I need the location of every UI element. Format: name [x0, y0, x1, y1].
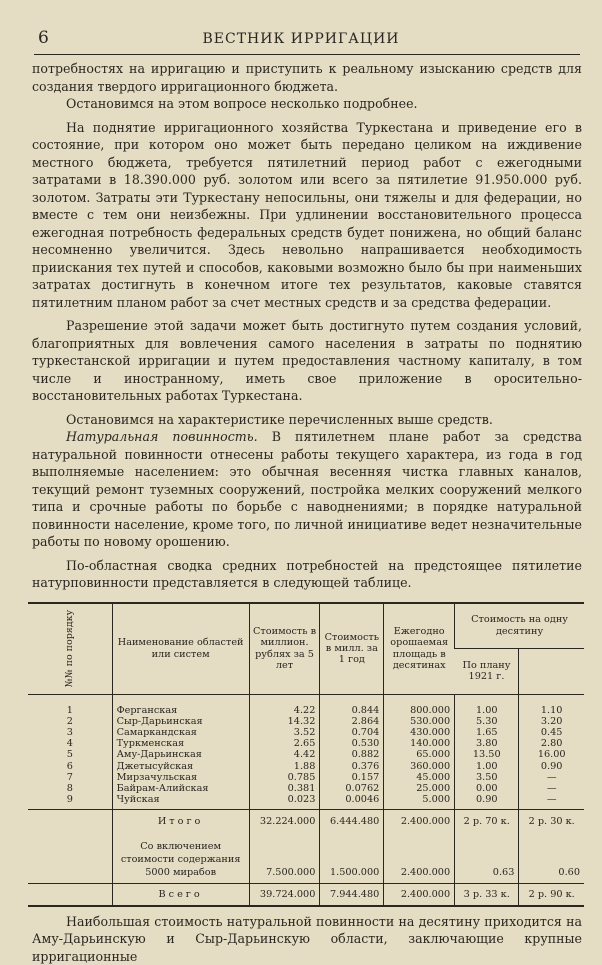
- plan-cell: 1.00: [455, 694, 519, 716]
- subtotal-row: [28, 810, 584, 834]
- incl-area: 2.400.000: [384, 834, 455, 884]
- subtotal-area: 2.400.000: [384, 810, 455, 834]
- cost1-cell: 0.530: [320, 738, 384, 749]
- incl-row: [28, 834, 584, 884]
- table-row: [28, 761, 584, 772]
- cost5-cell: 14.32: [249, 716, 320, 727]
- plan2-cell: 3.20: [519, 716, 584, 727]
- total-p1: 3 р. 33 к.: [455, 883, 519, 905]
- paragraph-natural: [32, 428, 582, 551]
- area-cell: 360.000: [384, 761, 455, 772]
- col-name-header: Наименование областей или систем: [112, 604, 249, 695]
- data-table-wrap: [28, 602, 584, 907]
- col-per-des-header: Стоимость на одну десятину: [455, 604, 584, 649]
- subtotal-cost1: 6.444.480: [320, 810, 384, 834]
- row-number: 4: [66, 738, 73, 750]
- paragraph-table-intro: По-областная сводка средних потребностей на предстоящее пятилетие натурповинности представляется в следующей таблице.: [32, 557, 582, 590]
- cost1-cell: 0.844: [320, 694, 384, 716]
- table-row: [28, 794, 584, 810]
- subtotal-label: Итого: [112, 810, 249, 834]
- cost1-cell: 0.882: [320, 749, 384, 760]
- row-number: 8: [66, 782, 73, 794]
- plan-cell: 0.90: [455, 794, 519, 810]
- paragraph-4: Разрешение этой задачи может быть достигнуто путем создания условий, благоприятных для вовлечения самого населения в затраты по поднятию туркестанской ирригации и путем предоставления частному капиталу, в том числе и иностранному, иметь свое приложение в оросительно-восстановительных работах Туркестана.: [32, 318, 582, 403]
- area-cell: 45.000: [384, 772, 455, 783]
- journal-title: ВЕСТНИК ИРРИГАЦИИ: [202, 31, 400, 47]
- col-plan-header: По плану 1921 г.: [455, 648, 519, 694]
- row-number: 5: [66, 749, 73, 761]
- table-header-row: [28, 604, 584, 649]
- area-cell: 530.000: [384, 716, 455, 727]
- cost1-cell: 2.864: [320, 716, 384, 727]
- region-name: Чуйская: [112, 794, 249, 810]
- cost5-cell: 4.42: [249, 749, 320, 760]
- cost1-cell: 0.157: [320, 772, 384, 783]
- col-plan2-header: [519, 648, 584, 694]
- plan2-cell: —: [519, 783, 584, 794]
- cost5-cell: 0.381: [249, 783, 320, 794]
- plan-cell: 3.50: [455, 772, 519, 783]
- col-area-header: Ежегодно орошаемая площадь в десятинах: [384, 604, 455, 695]
- paragraph-2: Остановимся на этом вопросе несколько подробнее.: [66, 96, 418, 111]
- plan2-cell: —: [519, 794, 584, 810]
- area-cell: 5.000: [384, 794, 455, 810]
- plan-cell: 1.65: [455, 727, 519, 738]
- row-number: 9: [66, 794, 73, 806]
- total-p2: 2 р. 90 к.: [519, 883, 584, 905]
- cost5-cell: 3.52: [249, 727, 320, 738]
- area-cell: 140.000: [384, 738, 455, 749]
- header-rule: [34, 54, 580, 55]
- total-cost1: 7.944.480: [320, 883, 384, 905]
- cost1-cell: 0.704: [320, 727, 384, 738]
- total-area: 2.400.000: [384, 883, 455, 905]
- incl-cost5: 7.500.000: [249, 834, 320, 884]
- cost5-cell: 2.65: [249, 738, 320, 749]
- region-name: Байрам-Алийская: [112, 783, 249, 794]
- plan-cell: 0.00: [455, 783, 519, 794]
- natural-text: В пятилетнем плане работ за средства натуральной повинности отнесены работы текущего характера, из года в год выполняемые населением: это обычная весенняя чистка главных каналов, текущий ремонт туземных сооружений, постройка мелких сооружений мелкого типа и срочные работы по борьбе с наводнениями; в порядке натуральной повинности население, кроме того, по личной инициативе ведет незначительные работы по новому орошению.: [32, 429, 582, 549]
- incl-p1: 0.63: [455, 834, 519, 884]
- incl-p2: 0.60: [519, 834, 584, 884]
- incl-label: Со включением стоимости содержания 5000 мирабов: [112, 834, 249, 884]
- table-row: [28, 749, 584, 760]
- plan-cell: 3.80: [455, 738, 519, 749]
- region-name: Сыр-Дарьинская: [112, 716, 249, 727]
- col-cost5-header: Стоимость в миллион. рублях за 5 лет: [249, 604, 320, 695]
- region-name: Туркменская: [112, 738, 249, 749]
- paragraph-3: На поднятие ирригационного хозяйства Туркестана и приведение его в состояние, при котором оно может быть передано целиком на иждивение местного бюджета, требуется пятилетний период работ с ежегодными затратами в 18.390.000 руб. золотом или всего за пятилетие 91.950.000 руб. золотом. Затраты эти Туркестану непосильны, они тяжелы и для федерации, но вместе с тем они неизбежны. При удлинении восстановительного процесса ежегодная потребность федеральных средств будет понижена, но общий баланс несомненно увеличится. Здесь невольно напрашивается необходимость приискания тех путей и способов, каковыми возможно было бы при наименьших затратах достигнуть в конечном итоге тех результатов, каковые ставятся пятилетним планом работ за счет местных средств и за средства федерации.: [32, 119, 582, 310]
- area-cell: 25.000: [384, 783, 455, 794]
- row-number: 6: [66, 760, 73, 772]
- article-body: [32, 60, 582, 965]
- subtotal-p2: 2 р. 30 к.: [519, 810, 584, 834]
- region-name: Аму-Дарьинская: [112, 749, 249, 760]
- paragraph-1: потребностях на ирригацию и приступить к реальному изысканию средств для создания твердого ирригационного бюджета.: [32, 61, 582, 94]
- region-name: Самаркандская: [112, 727, 249, 738]
- plan2-cell: 0.90: [519, 761, 584, 772]
- area-cell: 430.000: [384, 727, 455, 738]
- paragraph-closing: Наибольшая стоимость натуральной повинности на десятину приходится на Аму-Дарьинскую и Сыр-Дарьинскую области, заключающие крупные ирригационные: [32, 913, 582, 964]
- total-row: [28, 883, 584, 905]
- cost1-cell: 0.0762: [320, 783, 384, 794]
- area-cell: 65.000: [384, 749, 455, 760]
- table-row: [28, 738, 584, 749]
- row-number: 3: [66, 726, 73, 738]
- data-table: [28, 604, 584, 905]
- col-cost1-header: Стоимость в милл. за 1 год: [320, 604, 384, 695]
- region-name: Ферганская: [112, 694, 249, 716]
- subtotal-cost5: 32.224.000: [249, 810, 320, 834]
- table-row: [28, 694, 584, 716]
- cost5-cell: 1.88: [249, 761, 320, 772]
- area-cell: 800.000: [384, 694, 455, 716]
- row-number: 7: [66, 771, 73, 783]
- plan2-cell: 1.10: [519, 694, 584, 716]
- table-row: [28, 783, 584, 794]
- term-natural: Натуральная повинность.: [66, 429, 258, 444]
- plan2-cell: 2.80: [519, 738, 584, 749]
- subtotal-p1: 2 р. 70 к.: [455, 810, 519, 834]
- table-row: [28, 772, 584, 783]
- table-row: [28, 727, 584, 738]
- region-name: Мирзачульская: [112, 772, 249, 783]
- plan2-cell: 0.45: [519, 727, 584, 738]
- plan2-cell: —: [519, 772, 584, 783]
- row-number: 2: [66, 715, 73, 727]
- col-num-header: №№ по порядку: [28, 604, 112, 695]
- total-cost5: 39.724.000: [249, 883, 320, 905]
- paragraph-5: Остановимся на характеристике перечисленных выше средств.: [66, 411, 493, 427]
- cost5-cell: 4.22: [249, 694, 320, 716]
- region-name: Джетысуйская: [112, 761, 249, 772]
- cost1-cell: 0.376: [320, 761, 384, 772]
- total-label: Всего: [112, 883, 249, 905]
- row-number: 1: [66, 704, 73, 716]
- plan-cell: 1.00: [455, 761, 519, 772]
- incl-cost1: 1.500.000: [320, 834, 384, 884]
- plan2-cell: 16.00: [519, 749, 584, 760]
- cost5-cell: 0.023: [249, 794, 320, 810]
- table-row: [28, 716, 584, 727]
- page-number: 6: [38, 28, 49, 48]
- cost1-cell: 0.0046: [320, 794, 384, 810]
- cost5-cell: 0.785: [249, 772, 320, 783]
- plan-cell: 13.50: [455, 749, 519, 760]
- plan-cell: 5.30: [455, 716, 519, 727]
